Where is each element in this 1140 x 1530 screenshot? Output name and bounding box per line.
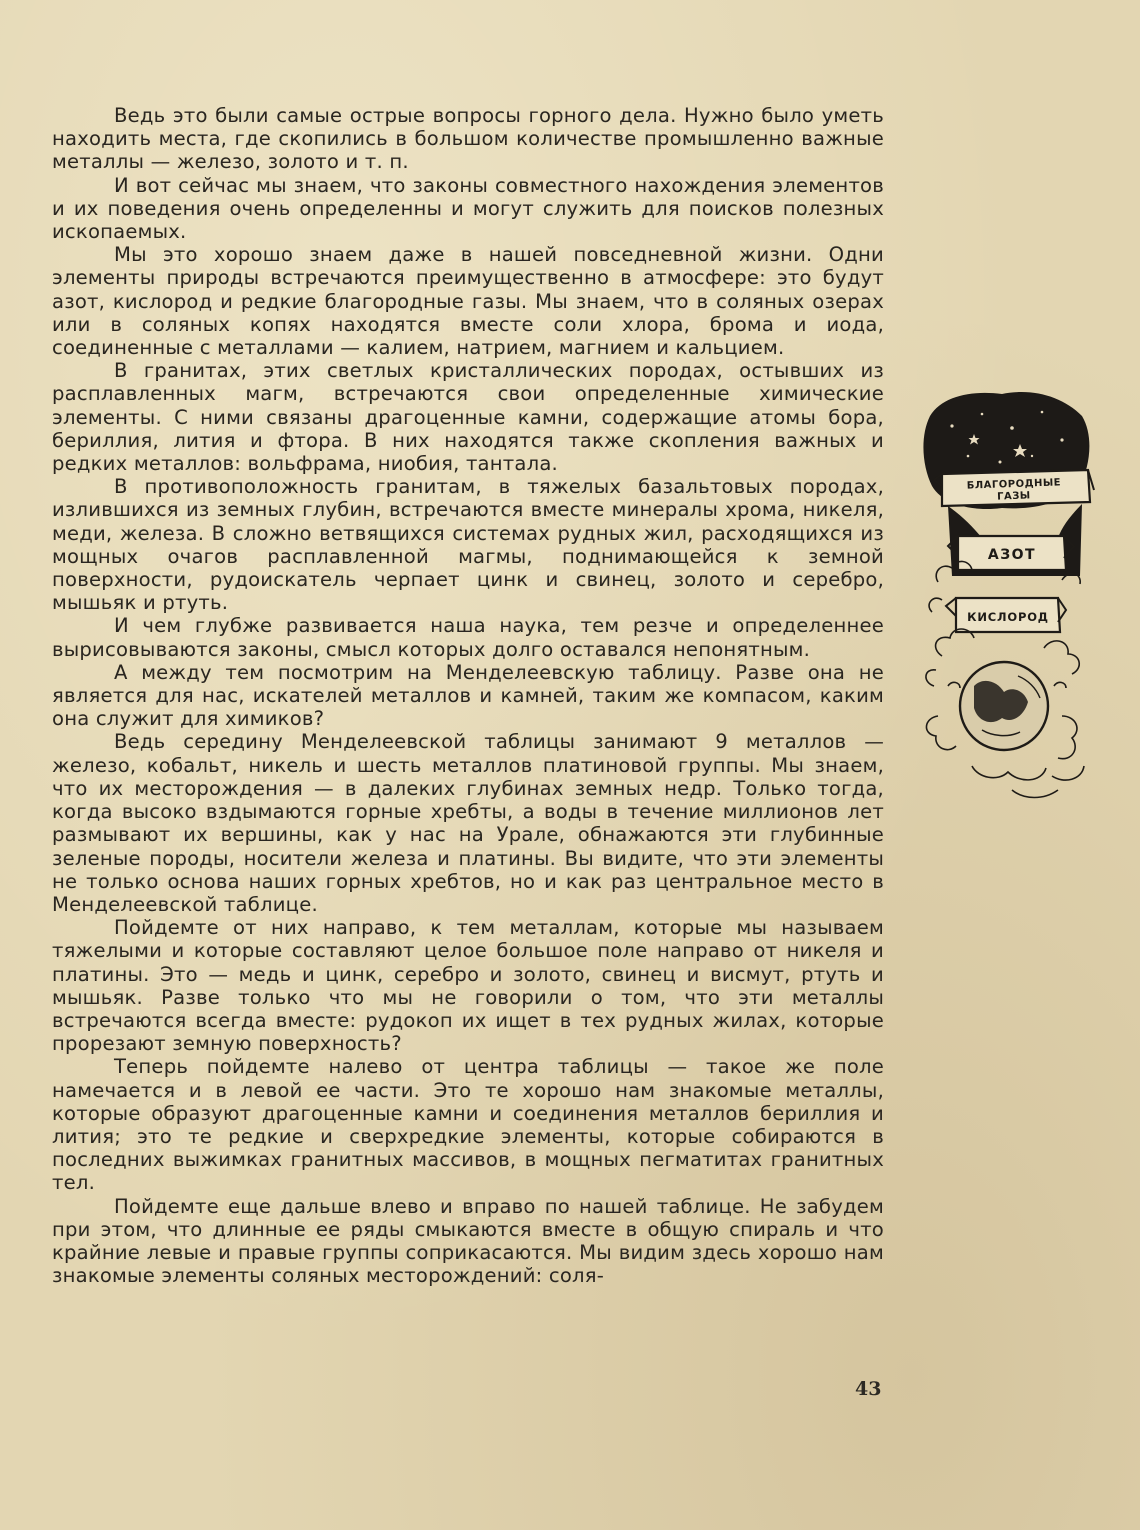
noble-gases-banner xyxy=(934,470,1094,506)
page-number: 43 xyxy=(855,1378,882,1400)
nitrogen-banner xyxy=(948,536,1074,570)
paragraph: Мы это хорошо знаем даже в нашей повседневной жизни. Одни элементы природы встречаются преимущественно в атмосфере: это будут азот, кислород и редкие благородные газы. Мы знаем, что в соляных озерах или в соляных копях находятся вместе соли хлора, брома и иода, соединенные с металлами — калием, натрием, магнием и кальцием. xyxy=(52,243,884,360)
noble-gases-label-line1: БЛАГОРОДНЫЕ xyxy=(966,477,1062,492)
oxygen-banner xyxy=(946,598,1066,632)
paragraph: В гранитах, этих светлых кристаллических породах, остывших из расплавленных магм, встречаются свои определенные химические элементы. С ними связаны драгоценные камни, содержащие атомы бора, бериллия, лития и фтора. В них находятся также скопления важных и редких металлов: вольфрама, ниобия, тантала. xyxy=(52,359,884,476)
paragraph: Пойдемте от них направо, к тем металлам, которые мы называем тяжелыми и которые составляют целое большое поле направо от никеля и платины. Это — медь и цинк, серебро и золото, свинец и висмут, ртуть и мышьяк. Разве только что мы не говорили о том, что эти металлы встречаются всегда вместе: рудокоп их ищет в тех рудных жилах, которые прорезают земную поверхность? xyxy=(52,916,884,1056)
body-text xyxy=(52,104,884,1287)
paragraph: Ведь середину Менделеевской таблицы занимают 9 металлов — железо, кобальт, никель и шесть металлов платиновой группы. Мы знаем, что их месторождения — в далеких глубинах земных недр. Только тогда, когда высоко вздымаются горные хребты, а воды в течение миллионов лет размывают их вершины, как у нас на Урале, обнажаются эти глубинные зеленые породы, носители железа и платины. Вы видите, что эти элементы не только основа наших горных хребтов, но и как раз центральное место в Менделеевской таблице. xyxy=(52,730,884,916)
paragraph: Ведь это были самые острые вопросы горного дела. Нужно было уметь находить места, где скопились в большом количестве промышленно важные металлы — железо, золото и т. п. xyxy=(52,104,884,174)
paragraph: Пойдемте еще дальше влево и вправо по нашей таблице. Не забудем при этом, что длинные ее ряды смыкаются вместе в общую спираль и что крайние левые и правые группы соприкасаются. Мы видим здесь хорошо нам знакомые элементы соляных месторождений: соля- xyxy=(52,1194,884,1288)
nitrogen-label: АЗОТ xyxy=(987,547,1037,563)
paragraph: И вот сейчас мы знаем, что законы совместного нахождения элементов и их поведения очень определенны и могут служить для поисков полезных ископаемых. xyxy=(52,173,884,244)
oxygen-label: КИСЛОРОД xyxy=(967,610,1049,624)
paragraph: И чем глубже развивается наша наука, тем резче и определеннее вырисовываются законы, смысл которых долго оставался непонятным. xyxy=(52,614,884,661)
noble-gases-label-line2: ГАЗЫ xyxy=(996,490,1031,503)
atmosphere-illustration xyxy=(912,386,1098,810)
paragraph: В противоположность гранитам, в тяжелых базальтовых породах, излившихся из земных глубин, встречаются вместе минералы хрома, никеля, меди, железа. В сложно ветвящихся системах рудных жил, расходящихся из мощных очагов расплавленной магмы, поднимающейся к земной поверхности, рудоискатель черпает цинк и свинец, золото и серебро, мышьяк и ртуть. xyxy=(52,475,884,615)
paragraph: Теперь пойдемте налево от центра таблицы — такое же поле намечается и в левой ее части. Это те хорошо нам знакомые металлы, которые образуют драгоценные камни и соединения металлов бериллия и лития; это те редкие и сверхредкие элементы, которые собираются в последних выжимках гранитных массивов, в мощных пегматитах гранитных тел. xyxy=(52,1055,884,1195)
paragraph: А между тем посмотрим на Менделеевскую таблицу. Разве она не является для нас, искателей металлов и камней, таким же компасом, каким она служит для химиков? xyxy=(52,660,884,731)
earth-globe-icon xyxy=(960,662,1048,750)
